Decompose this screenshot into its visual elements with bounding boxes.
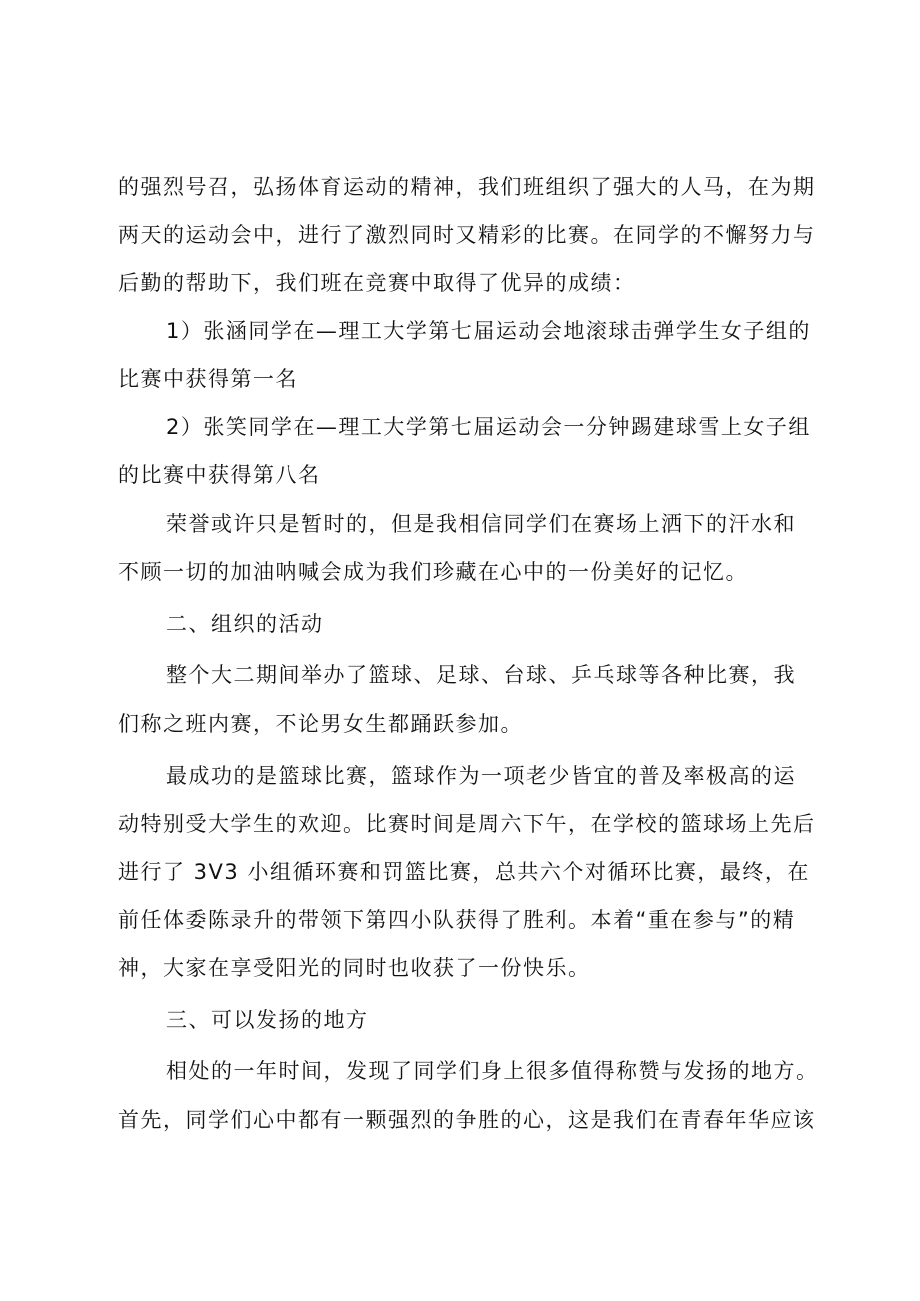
text-line: 神，大家在享受阳光的同时也收获了一份快乐。 (118, 956, 591, 980)
text-line: 后勤的帮助下，我们班在竞赛中取得了优异的成绩： (118, 271, 636, 295)
list-item-2: 2）张笑同学在—理工大学第七届运动会一分钟踢建球雪上女子组 (166, 415, 811, 439)
text-line: 动特别受大学生的欢迎。比赛时间是周六下午，在学校的篮球场上先后 (118, 812, 816, 836)
text-line: 进行了 3V3 小组循环赛和罚篮比赛，总共六个对循环比赛，最终，在 (118, 860, 810, 884)
list-item-1: 1）张涵同学在—理工大学第七届运动会地滚球击弹学生女子组的 (166, 319, 811, 343)
text-line: 不顾一切的加油呐喊会成为我们珍藏在心中的一份美好的记忆。 (118, 560, 748, 584)
paragraph-start: 最成功的是篮球比赛，篮球作为一项老少皆宜的普及率极高的运 (166, 764, 796, 788)
section-heading: 二、组织的活动 (166, 612, 324, 636)
text-line: 比赛中获得第一名 (118, 367, 298, 391)
section-heading: 三、可以发扬的地方 (166, 1008, 369, 1032)
text-line: 两天的运动会中，进行了激烈同时又精彩的比赛。在同学的不懈努力与 (118, 223, 816, 247)
text-line: 首先，同学们心中都有一颗强烈的争胜的心，这是我们在青春年华应该 (118, 1108, 816, 1132)
paragraph-start: 相处的一年时间，发现了同学们身上很多值得称赞与发扬的地方。 (166, 1059, 819, 1083)
text-line: 的强烈号召，弘扬体育运动的精神，我们班组织了强大的人马，在为期 (118, 175, 816, 199)
paragraph-start: 整个大二期间举办了篮球、足球、台球、乒乓球等各种比赛，我 (166, 663, 796, 687)
text-line: 前任体委陈录升的带领下第四小队获得了胜利。本着“重在参与”的精 (118, 908, 796, 932)
paragraph-start: 荣誉或许只是暂时的，但是我相信同学们在赛场上洒下的汗水和 (166, 512, 796, 536)
text-line: 们称之班内赛，不论男女生都踊跃参加。 (118, 712, 523, 736)
text-line: 的比赛中获得第八名 (118, 463, 321, 487)
